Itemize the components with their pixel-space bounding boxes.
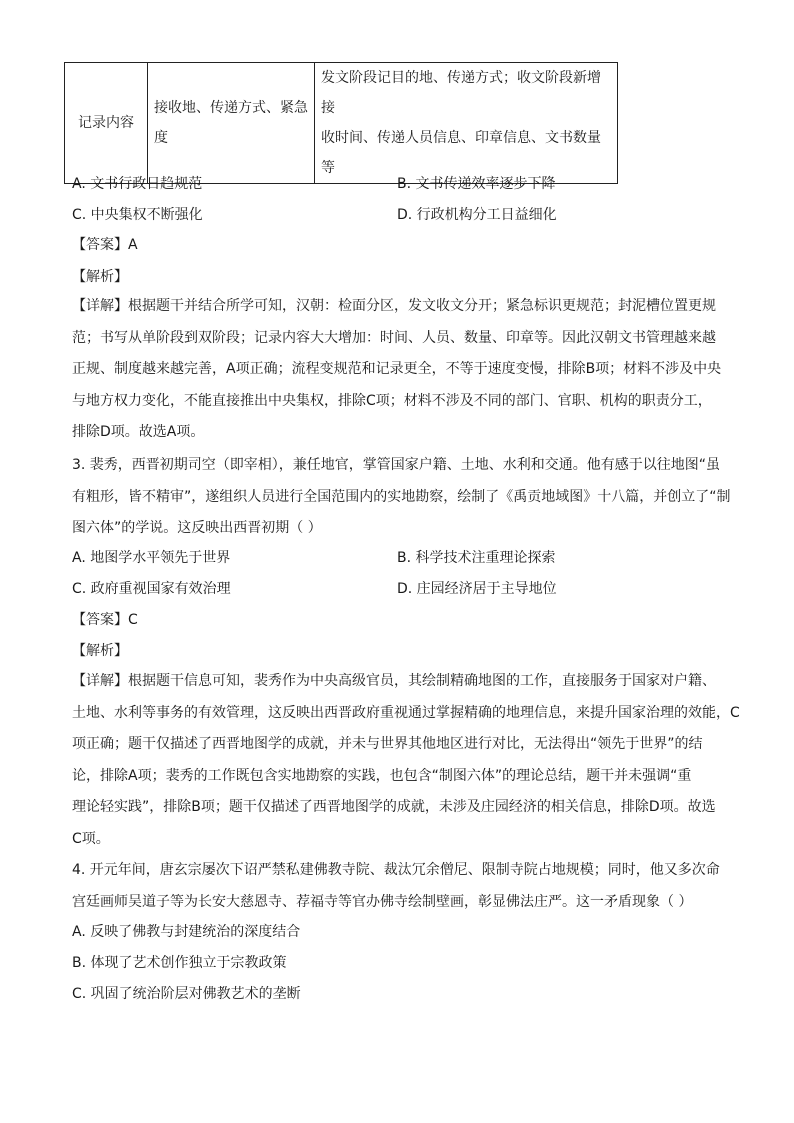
table-cell-header: 记录内容 — [65, 63, 148, 184]
q3-stem-line: 有粗形，皆不精审”，遂组织人员进行全国范围内的实地勘察，绘制了《禹贡地域图》十八篇，并创立了“制 — [72, 488, 731, 505]
table-cell-line: 接收地、传递方式、紧急 — [154, 100, 308, 116]
q2-detail — [72, 291, 724, 449]
record-content-table — [64, 62, 618, 184]
q2-answer: 【答案】A — [72, 237, 138, 253]
q3-detail — [72, 666, 740, 855]
q2-detail-line: 【详解】根据题干并结合所学可知，汉朝：检面分区，发文收文分开；紧急标识更规范；封泥槽位置更规 — [72, 298, 716, 314]
q2-detail-line: 排除D项。故选A项。 — [72, 424, 205, 440]
q2-option-d: D. 行政机构分工日益细化 — [397, 207, 557, 223]
q4-option-c: C. 巩固了统治阶层对佛教艺术的垄断 — [72, 986, 301, 1002]
q2-option-a: A. 文书行政日趋规范 — [72, 176, 203, 192]
q3-detail-line: 项正确；题干仅描述了西晋地图学的成就，并未与世界其他地区进行对比，无法得出“领先于世界”的结 — [72, 736, 703, 752]
q3-detail-line: C项。 — [72, 830, 110, 847]
q3-option-b: B. 科学技术注重理论探索 — [397, 550, 556, 566]
q4-stem-line: 4. 开元年间，唐玄宗屡次下诏严禁私建佛教寺院、裁汰冗余僧尼、限制寺院占地规模；同时，他又多次命 — [72, 862, 720, 878]
q4-stem — [72, 855, 724, 918]
q3-detail-line: 【详解】根据题干信息可知，裴秀作为中央高级官员，其绘制精确地图的工作，直接服务于国家对户籍、 — [72, 673, 716, 689]
q3-option-a: A. 地图学水平领先于世界 — [72, 550, 231, 566]
q3-detail-line: 理论轻实践”，排除B项；题干仅描述了西晋地图学的成就，未涉及庄园经济的相关信息，排除D项。故选 — [72, 799, 716, 815]
q2-detail-line: 与地方权力变化，不能直接推出中央集权，排除C项；材料不涉及不同的部门、官职、机构的职责分工， — [72, 392, 712, 409]
q4-stem-line: 宫廷画师吴道子等为长安大慈恩寺、荐福寺等官办佛寺绘制壁画，彰显佛法庄严。这一矛盾现象（ ） — [72, 893, 693, 910]
table-cell-send — [315, 63, 618, 184]
table-cell-line: 收时间、传递人员信息、印章信息、文书数量等 — [321, 130, 601, 176]
q2-detail-line: 正规、制度越来越完善，A项正确；流程变规范和记录更全，不等于速度变慢，排除B项；材料不涉及中央 — [72, 361, 722, 377]
q3-option-d: D. 庄园经济居于主导地位 — [397, 581, 557, 597]
table-cell-line: 度 — [154, 130, 168, 146]
q4-option-b: B. 体现了艺术创作独立于宗教政策 — [72, 955, 287, 971]
table-row — [65, 63, 618, 184]
q4-option-a: A. 反映了佛教与封建统治的深度结合 — [72, 924, 301, 940]
q2-analysis-title: 【解析】 — [72, 269, 128, 285]
table-cell-line: 发文阶段记目的地、传递方式；收文阶段新增接 — [321, 70, 601, 116]
q3-stem-line: 图六体”的学说。这反映出西晋初期（ ） — [72, 520, 322, 536]
q3-answer: 【答案】C — [72, 612, 138, 628]
q3-detail-line: 论，排除A项；裴秀的工作既包含实地勘察的实践，也包含“制图六体”的理论总结，题干并未强调“重 — [72, 767, 692, 784]
q3-analysis-title: 【解析】 — [72, 643, 128, 659]
q3-stem — [72, 450, 731, 545]
q3-stem-line: 3. 裴秀，西晋初期司空（即宰相），兼任地官，掌管国家户籍、土地、水利和交通。他有感于以往地图“虽 — [72, 457, 721, 473]
table-cell-receive — [148, 63, 315, 184]
q3-detail-line: 土地、水利等事务的有效管理，这反映出西晋政府重视通过掌握精确的地理信息，来提升国家治理的效能，C — [72, 704, 740, 721]
q2-option-b: B. 文书传递效率逐步下降 — [397, 176, 556, 192]
q3-option-c: C. 政府重视国家有效治理 — [72, 581, 231, 597]
q2-detail-line: 范；书写从单阶段到双阶段；记录内容大大增加：时间、人员、数量、印章等。因此汉朝文书管理越来越 — [72, 329, 716, 346]
q2-option-c: C. 中央集权不断强化 — [72, 207, 203, 223]
